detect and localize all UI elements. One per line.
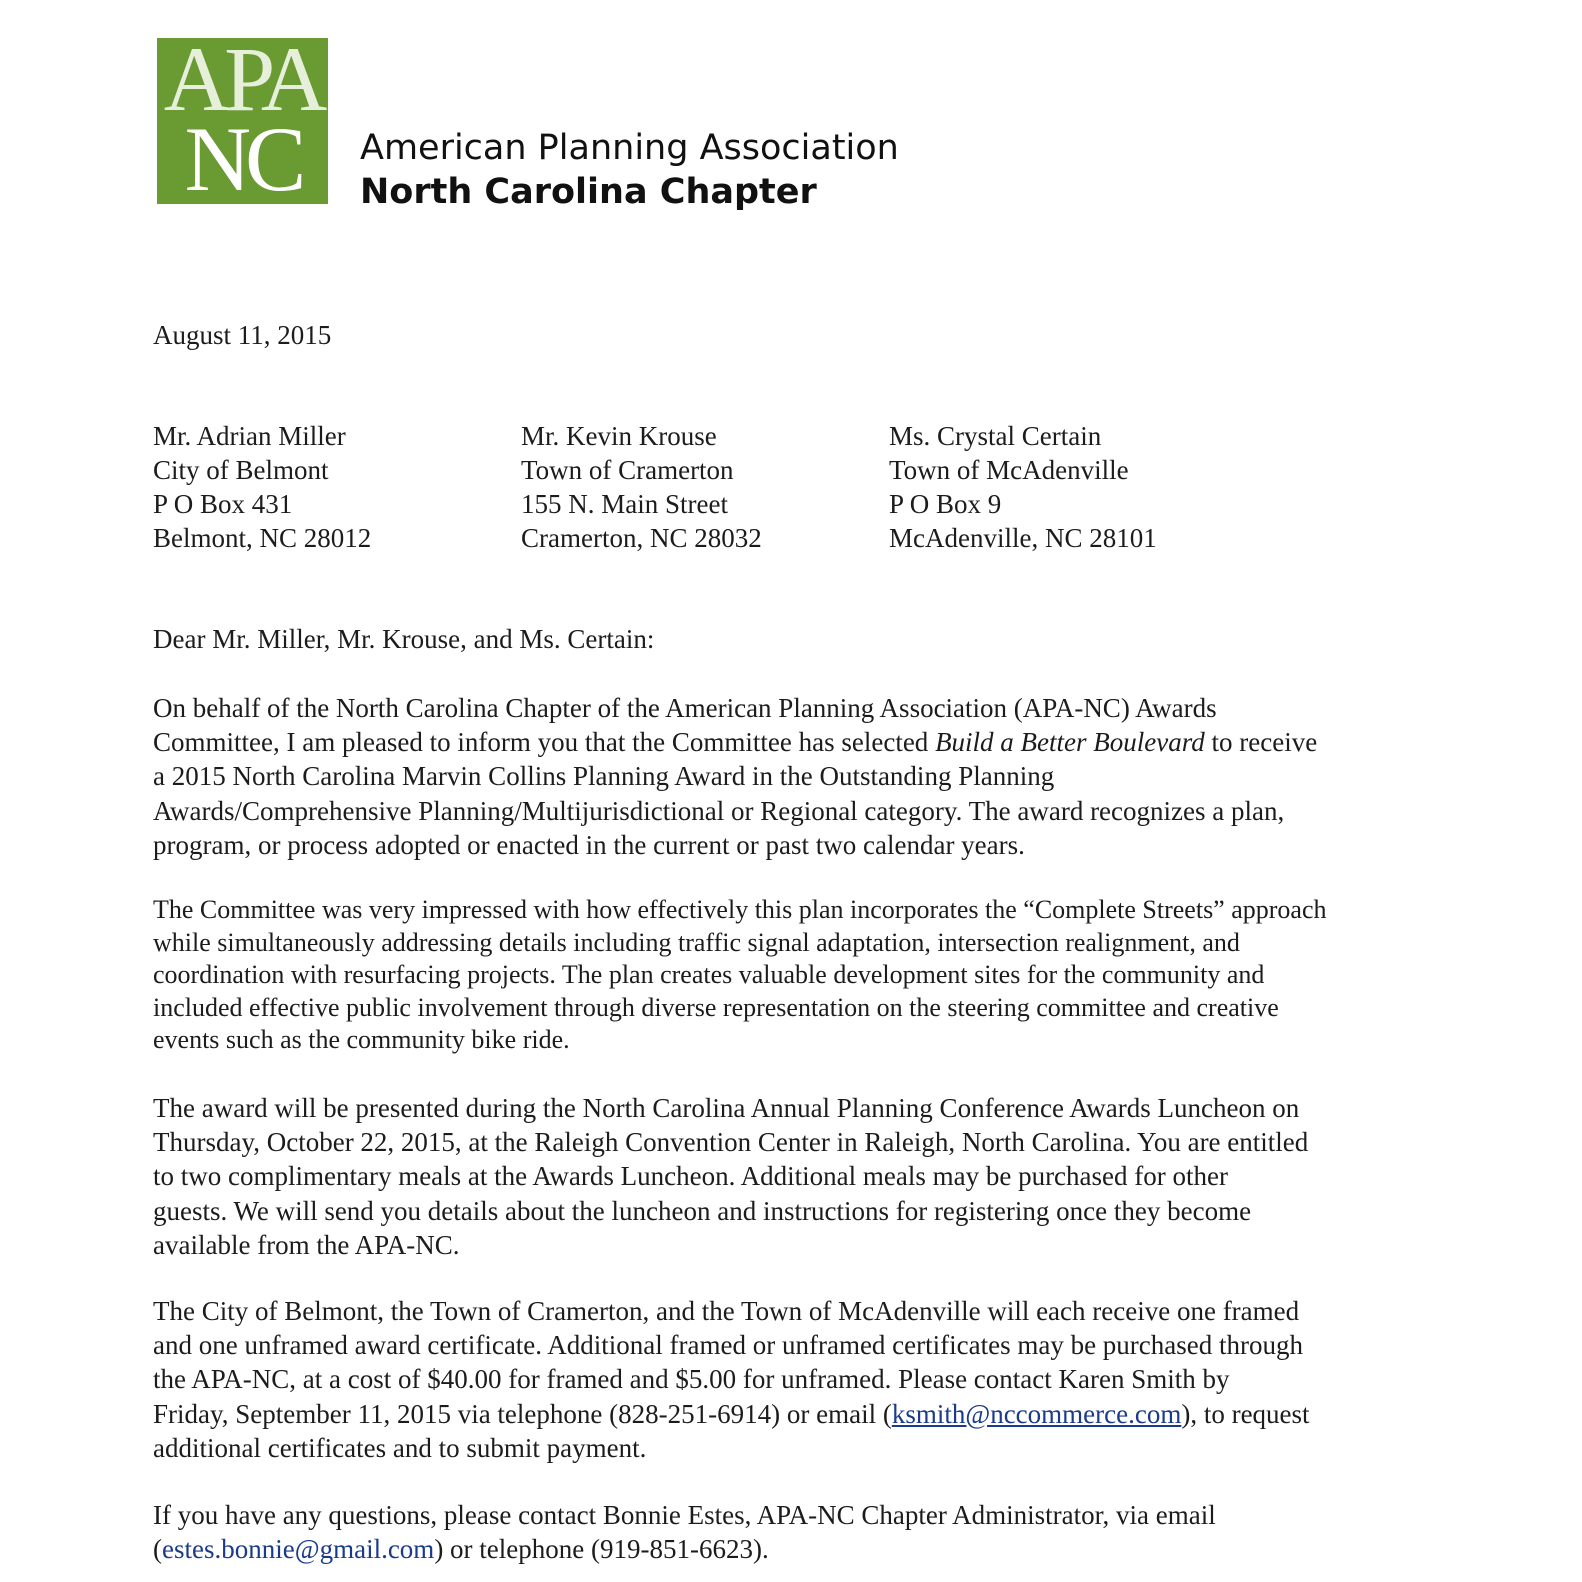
addressee-org: Town of Cramerton	[521, 455, 734, 485]
text-line: events such as the community bike ride.	[153, 1025, 570, 1055]
addressee-org: Town of McAdenville	[889, 455, 1129, 485]
text-segment: (	[153, 1534, 162, 1565]
text-line: The award will be presented during the North Carolina Annual Planning Conference Awards Luncheon on	[153, 1093, 1300, 1123]
letterhead-org	[360, 126, 899, 214]
addressee-block	[153, 419, 371, 555]
text-line: Awards/Comprehensive Planning/Multijurisdictional or Regional category. The award recognizes a plan,	[153, 795, 1285, 826]
text-line	[153, 1397, 1443, 1431]
text-line: additional certificates and to submit payment.	[153, 1432, 647, 1463]
text-line: while simultaneously addressing details including traffic signal adaptation, intersection realignment, and	[153, 927, 1240, 957]
text-line	[153, 1532, 1443, 1566]
text-line: The City of Belmont, the Town of Cramerton, and the Town of McAdenville will each receive one framed	[153, 1296, 1300, 1326]
paragraph-certificates	[153, 1294, 1443, 1465]
text-line: program, or process adopted or enacted in the current or past two calendar years.	[153, 829, 1025, 860]
addressee-street: P O Box 9	[889, 489, 1002, 519]
addressee-name: Mr. Kevin Krouse	[521, 421, 717, 451]
logo-text-apa: APA	[163, 38, 322, 130]
text-segment: Committee, I am pleased to inform you that the Committee has selected	[153, 727, 936, 758]
email-link-estes[interactable]: estes.bonnie@gmail.com	[162, 1534, 435, 1565]
text-segment: ) or telephone (919-851-6623).	[434, 1534, 769, 1565]
paragraph-questions	[153, 1498, 1443, 1566]
paragraph-award-notice	[153, 691, 1443, 862]
logo-text-nc: NC	[184, 108, 301, 204]
addressee-block	[521, 419, 762, 555]
text-line: to two complimentary meals at the Awards Luncheon. Additional meals may be purchased for other	[153, 1161, 1228, 1192]
paragraph-luncheon	[153, 1091, 1443, 1262]
text-segment: Friday, September 11, 2015 via telephone (828-251-6914) or email (	[153, 1398, 892, 1429]
plan-title: Build a Better Boulevard	[935, 727, 1205, 758]
addressee-city: Belmont, NC 28012	[153, 523, 372, 553]
text-line: The Committee was very impressed with how effectively this plan incorporates the “Complete Streets” approach	[153, 895, 1327, 924]
apa-nc-logo	[157, 38, 328, 204]
letter-date: August 11, 2015	[153, 320, 332, 350]
text-line: guests. We will send you details about the luncheon and instructions for registering once they become	[153, 1195, 1252, 1226]
addressee-name: Mr. Adrian Miller	[153, 421, 346, 451]
addressee-city: McAdenville, NC 28101	[889, 523, 1157, 553]
chapter-name: North Carolina Chapter	[360, 172, 817, 212]
text-line	[153, 725, 1443, 759]
text-line: included effective public involvement through diverse representation on the steering committee and creative	[153, 992, 1279, 1022]
text-line: a 2015 North Carolina Marvin Collins Planning Award in the Outstanding Planning	[153, 761, 1055, 792]
addressee-block	[889, 419, 1157, 555]
text-line: coordination with resurfacing projects. The plan creates valuable development sites for the community and	[153, 960, 1265, 990]
text-line: On behalf of the North Carolina Chapter of the American Planning Association (APA-NC) Awards	[153, 693, 1217, 723]
addressee-street: P O Box 431	[153, 489, 293, 519]
addressee-city: Cramerton, NC 28032	[521, 523, 762, 553]
email-link-ksmith[interactable]: ksmith@nccommerce.com	[891, 1398, 1182, 1429]
text-segment: ), to request	[1181, 1398, 1310, 1429]
salutation: Dear Mr. Miller, Mr. Krouse, and Ms. Certain:	[153, 624, 655, 654]
text-line: available from the APA-NC.	[153, 1229, 460, 1260]
text-segment: to receive	[1204, 727, 1318, 758]
text-line: If you have any questions, please contact Bonnie Estes, APA-NC Chapter Administrator, via email	[153, 1500, 1216, 1530]
text-line: and one unframed award certificate. Additional framed or unframed certificates may be purchased through	[153, 1330, 1304, 1361]
org-name: American Planning Association	[360, 128, 899, 168]
text-line: the APA-NC, at a cost of $40.00 for framed and $5.00 for unframed. Please contact Karen Smith by	[153, 1364, 1230, 1395]
paragraph-committee-comments	[153, 894, 1443, 1057]
addressee-org: City of Belmont	[153, 455, 329, 485]
addressee-name: Ms. Crystal Certain	[889, 421, 1102, 451]
text-line: Thursday, October 22, 2015, at the Raleigh Convention Center in Raleigh, North Carolina. You are entitled	[153, 1127, 1309, 1158]
addressee-street: 155 N. Main Street	[521, 489, 728, 519]
